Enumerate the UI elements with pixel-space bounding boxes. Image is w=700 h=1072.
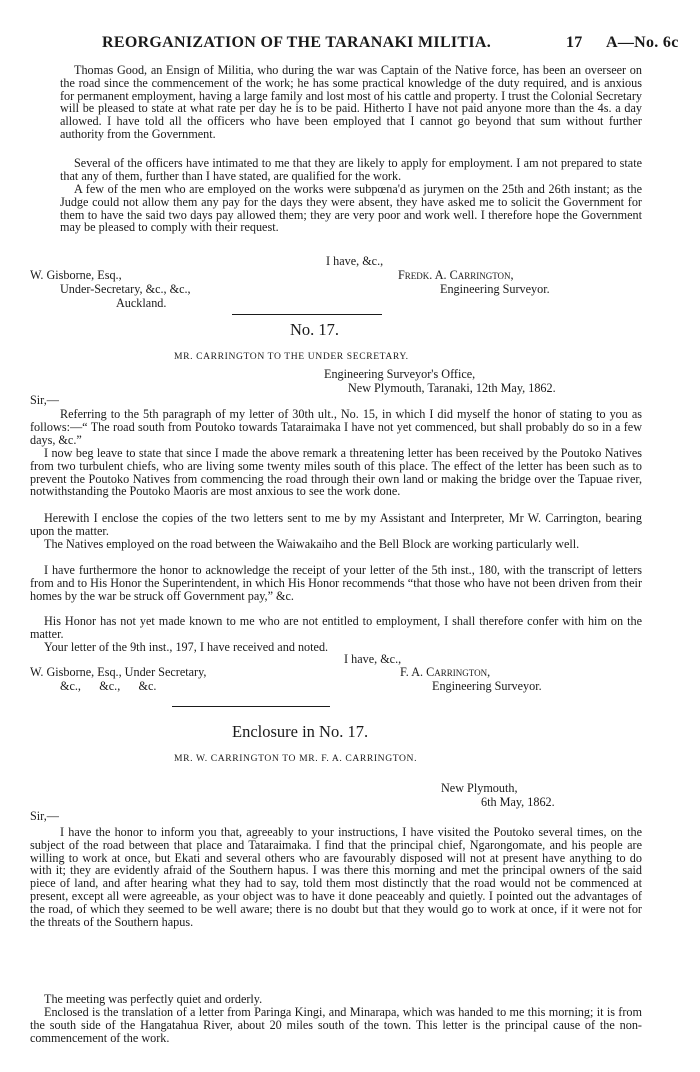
letter17-paragraph-2: I now beg leave to state that since I made the above remark a threatening letter has been received by the Poutoko Natives from two turbulent chiefs, who are living some twenty miles south of this place. The effect of the letter has been such as to prevent the Poutoko Natives from commencing the road through their own land or making the bridge over the Tapuae river, notwithstanding the Poutoko Maoris are most anxious to see the work done. [30, 446, 642, 499]
enclosure-paragraph-2: The meeting was perfectly quiet and orderly. [44, 992, 263, 1006]
page-number: 17 [566, 34, 583, 51]
header-title: REORGANIZATION OF THE TARANAKI MILITIA. [102, 34, 492, 51]
letter17-paragraph-4: The Natives employed on the road between the Waiwakaiho and the Bell Block are working particularly well. [44, 537, 580, 551]
letter17-paragraph-3: Herewith I enclose the copies of the two letters sent to me by my Assistant and Interpreter, Mr W. Carrington, bearing upon the matter. [30, 511, 642, 538]
letter16-paragraph-2: Several of the officers have intimated to me that they are likely to apply for employment. I am not prepared to state that any of them, further than I have stated, are qualified for the work. [60, 156, 642, 183]
letter17-salutation: Sir,— [30, 393, 59, 407]
enclosure-date: 6th May, 1862. [481, 795, 555, 809]
letter16-paragraph-3: A few of the men who are employed on the works were subpœna'd as jurymen on the 25th and 26th instant; as the Judge could not allow them any pay for the days they were absent, they have asked me to solicit the Government for them to have the said two days pay allowed them; they are very poor and work well. I therefore hope the Government may be pleased to comply with their request. [60, 182, 642, 235]
letter17-closing: I have, &c., [344, 652, 402, 666]
letter17-paragraph-5: I have furthermore the honor to acknowledge the receipt of your letter of the 5th inst., 180, with the transcript of letters from and to His Honor the Superintendent, in which His Honor recommends “that those who have not been driven from their homes by the war be struck off Government pay,” &c. [30, 563, 642, 603]
letter16-addressee-line-1: W. Gisborne, Esq., [30, 268, 122, 282]
letter17-place-date: New Plymouth, Taranaki, 12th May, 1862. [348, 381, 556, 395]
enclosure-subheading: MR. W. CARRINGTON TO MR. F. A. CARRINGTON. [174, 753, 418, 764]
letter17-paragraph-6: His Honor has not yet made known to me who are not entitled to employment, I shall therefore confer with him on the matter. [30, 614, 642, 641]
enclosure-paragraph-1: I have the honor to inform you that, agreeably to your instructions, I have visited the Poutoko several times, on the subject of the road between that place and Tataraimaka. I find that the principal chief, Ngarongomate, and his people are willing to work at once, but Ekati and several others who are favourably disposed will not at present have anything to do with it; they are evidently afraid of the Southern hapus. I was there this morning and met the principal owners of the said piece of land, and after hearing what they had to say, told them most distinctly that the road would not be commenced at present, except all were agreeable, as your object was to have it done peaceably and quietly. I pointed out the advantages of the road, of which they seemed to be well aware; there is no doubt but that they would go to work at once, if it were not for the threats of the Southern hapus. [30, 825, 642, 929]
letter16-paragraph-1: Thomas Good, an Ensign of Militia, who during the war was Captain of the Native force, has been an overseer on the road since the commencement of the work; he has some practical knowledge of the duty required, and is anxious for permanent employment, having a large family and lost most of his cattle and property. I trust the Colonial Secretary will be pleased to state at what rate per day he is to be paid. Hitherto I have not paid anyone more than the 4s. a day allowed. I have told all the officers who have been employed that I cannot go beyond that sum without further authority from the Government. [60, 63, 642, 141]
letter17-heading: No. 17. [290, 320, 340, 339]
enclosure-paragraph-3: Enclosed is the translation of a letter from Paringa Kingi, and Minarapa, which was handed to me this morning; it is from the south side of the Hangatahua River, about 20 miles south of the town. This letter is the principal cause of the non-commencement of the work. [30, 1005, 642, 1045]
letter17-paragraph-1: Referring to the 5th paragraph of my letter of 30th ult., No. 15, in which I did myself the honor of stating to you as follows:—“ The road south from Poutoko towards Tataraimaka I have not yet commenced, but shall probably do so in a few days, &c.” [30, 407, 642, 447]
letter16-signer-title: Engineering Surveyor. [440, 282, 550, 296]
letter16-closing: I have, &c., [326, 254, 384, 268]
enclosure-salutation: Sir,— [30, 809, 59, 823]
letter17-addressee-line-1: W. Gisborne, Esq., Under Secretary, [30, 665, 207, 679]
section-divider-2 [172, 706, 330, 707]
letter17-signer-title: Engineering Surveyor. [432, 679, 542, 693]
letter16-signer-name: Fredk. A. Carrington, [398, 268, 514, 282]
letter17-office: Engineering Surveyor's Office, [324, 367, 476, 381]
enclosure-heading: Enclosure in No. 17. [232, 722, 369, 741]
letter17-addressee-line-2: &c., &c., &c. [60, 679, 157, 693]
section-number: A—No. 6c [606, 34, 679, 51]
letter16-addressee-line-3: Auckland. [116, 296, 167, 310]
letter17-subheading: MR. CARRINGTON TO THE UNDER SECRETARY. [174, 351, 409, 362]
letter17-signer-name: F. A. Carrington, [400, 665, 491, 679]
letter17-paragraph-7: Your letter of the 9th inst., 197, I have received and noted. [44, 640, 329, 654]
letter16-addressee-line-2: Under-Secretary, &c., &c., [60, 282, 191, 296]
section-divider-1 [232, 314, 382, 315]
enclosure-place: New Plymouth, [441, 781, 518, 795]
running-header [0, 30, 700, 60]
